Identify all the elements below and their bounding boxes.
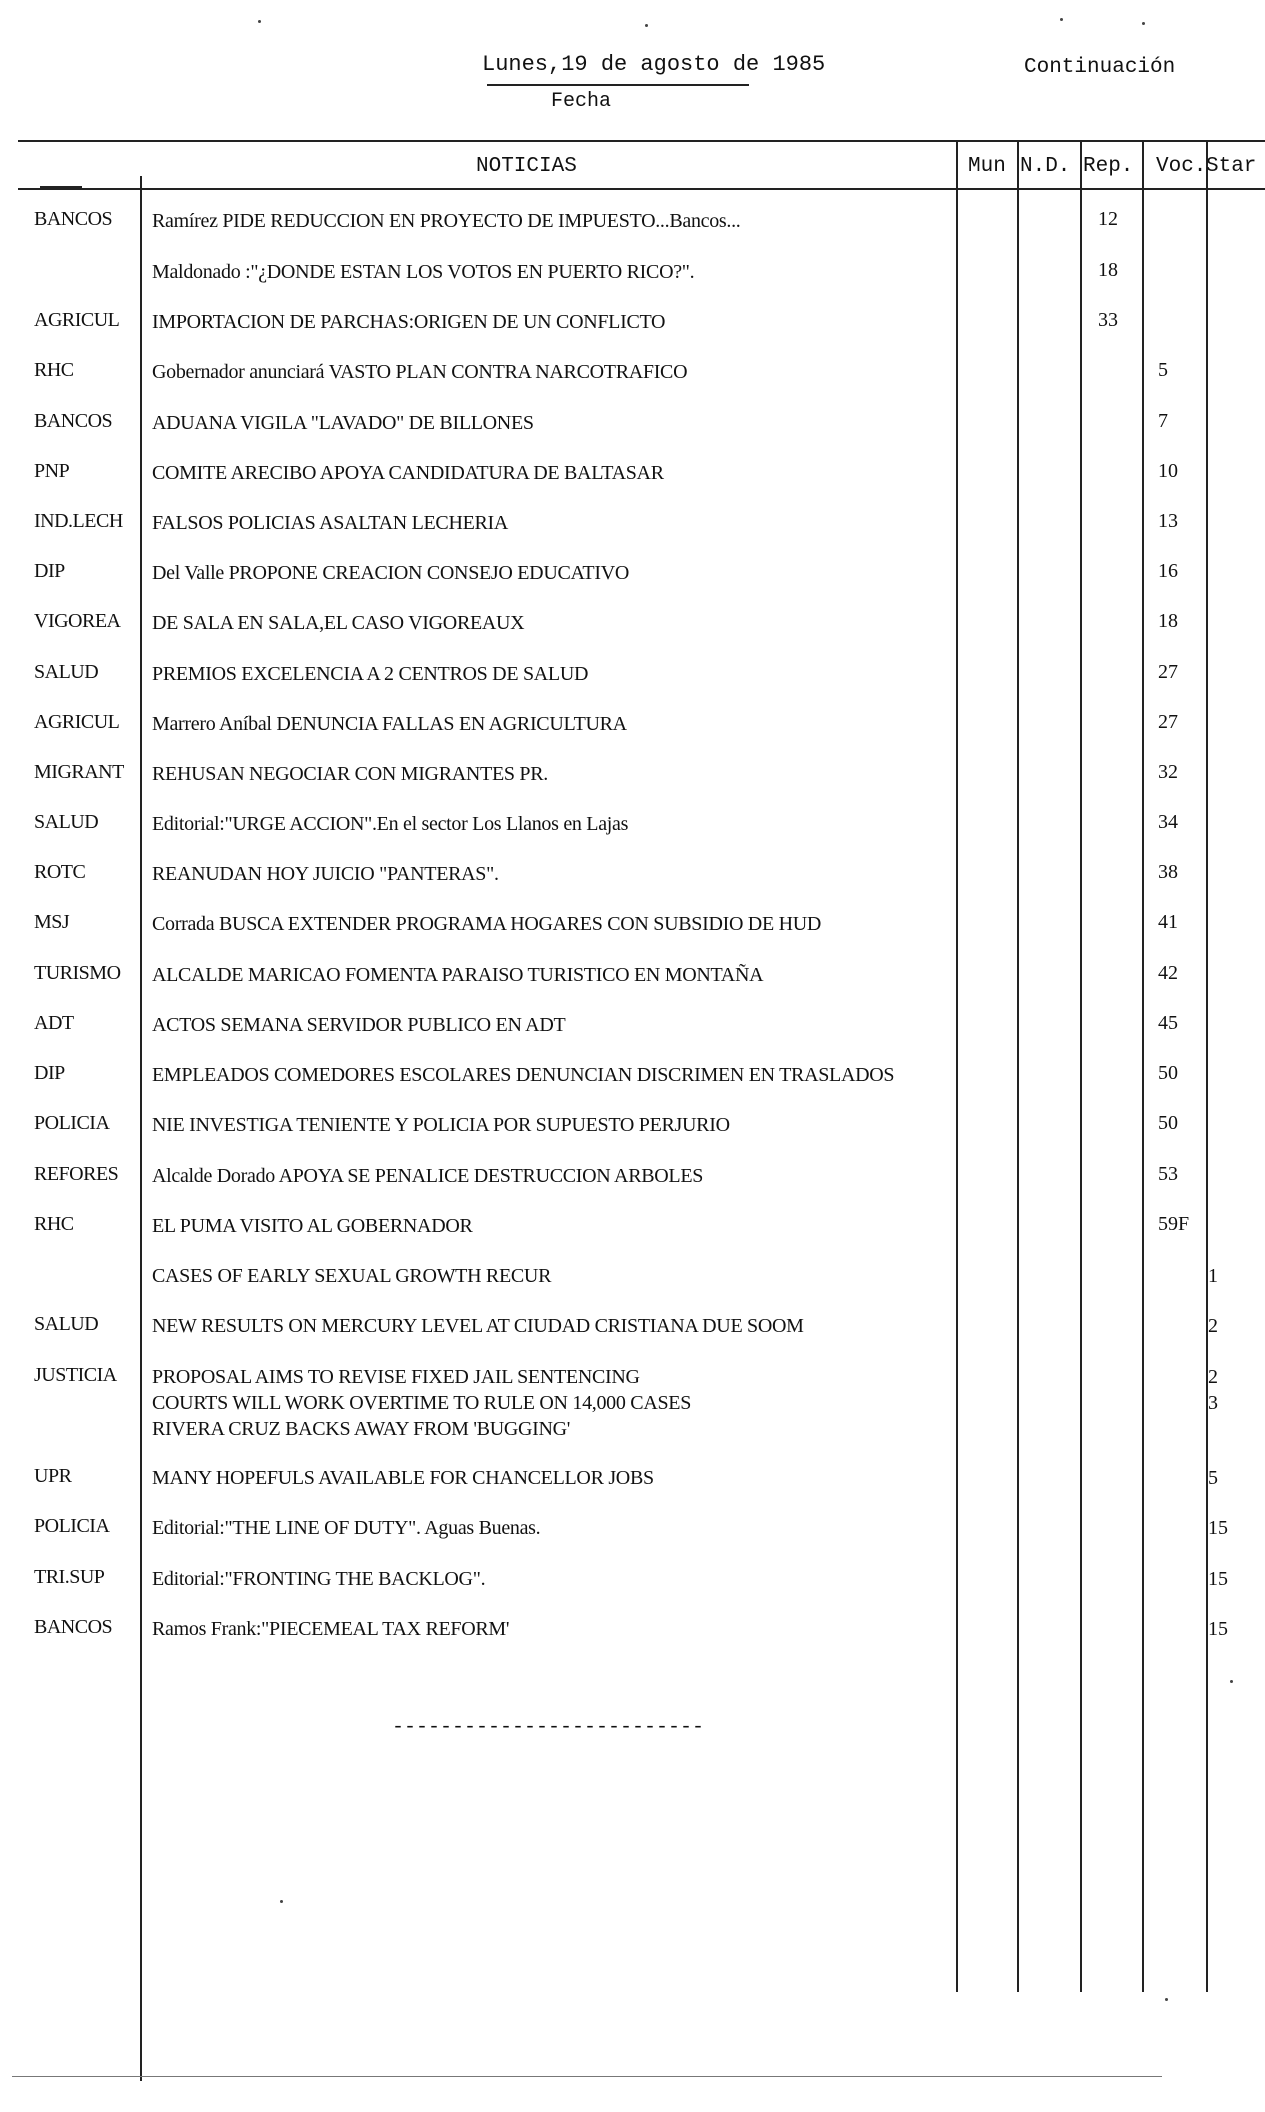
row-headline: [152, 1213, 473, 1239]
star-page-number: [1208, 1364, 1218, 1416]
voc-page-number: 53: [1158, 1163, 1178, 1185]
star-page-number: [1208, 1515, 1228, 1541]
table-row: [0, 208, 1265, 238]
voc-page-number: 38: [1158, 861, 1178, 883]
table-row: [0, 560, 1265, 590]
row-headline: [152, 661, 588, 687]
row-headline: [152, 510, 508, 536]
row-category: JUSTICIA: [34, 1364, 117, 1386]
table-row: [0, 1566, 1265, 1596]
table-row: [0, 1465, 1265, 1495]
table-row: [0, 1263, 1265, 1293]
row-headline: [152, 610, 524, 636]
table-row: [0, 761, 1265, 791]
headline-line: REHUSAN NEGOCIAR CON MIGRANTES PR.: [152, 763, 548, 785]
row-headline: [152, 1364, 691, 1442]
table-row: [0, 1313, 1265, 1343]
scan-speck: [280, 1900, 283, 1903]
table-row: [0, 811, 1265, 841]
row-headline: [152, 1112, 730, 1138]
voc-page-number: 50: [1158, 1062, 1178, 1084]
footer-dash-line: --------------------------: [392, 1716, 705, 1739]
voc-page-number: 50: [1158, 1112, 1178, 1134]
headline-line: COURTS WILL WORK OVERTIME TO RULE ON 14,000 CASES: [152, 1392, 692, 1414]
row-headline: [152, 1616, 509, 1642]
row-headline: [152, 460, 664, 486]
headline-line: IMPORTACION DE PARCHAS:ORIGEN DE UN CONFLICTO: [152, 311, 666, 333]
row-category: POLICIA: [34, 1112, 110, 1134]
table-header-rule-left-tick: [40, 186, 82, 188]
table-row: [0, 309, 1265, 339]
column-header-voc: Voc.: [1156, 155, 1207, 178]
row-category: MIGRANT: [34, 761, 124, 783]
table-row: [0, 1213, 1265, 1243]
voc-page-number: 18: [1158, 610, 1178, 632]
column-header-rep: Rep.: [1083, 155, 1134, 178]
column-header-noticias: NOTICIAS: [476, 155, 577, 178]
headline-line: FALSOS POLICIAS ASALTAN LECHERIA: [152, 512, 509, 534]
row-category: SALUD: [34, 811, 99, 833]
voc-page-number: 34: [1158, 811, 1178, 833]
row-category: PNP: [34, 460, 70, 482]
headline-line: EMPLEADOS COMEDORES ESCOLARES DENUNCIAN DISCRIMEN EN TRASLADOS: [152, 1064, 895, 1086]
headline-line: NEW RESULTS ON MERCURY LEVEL AT CIUDAD CRISTIANA DUE SOOM: [152, 1315, 804, 1337]
headline-line: DE SALA EN SALA,EL CASO VIGOREAUX: [152, 612, 525, 634]
table-row: [0, 962, 1265, 992]
voc-page-number: 41: [1158, 911, 1178, 933]
scan-speck: [1165, 1998, 1168, 2001]
star-page-number: [1208, 1465, 1218, 1491]
table-row: [0, 1112, 1265, 1142]
headline-line: Corrada BUSCA EXTENDER PROGRAMA HOGARES CON SUBSIDIO DE HUD: [152, 913, 821, 935]
row-headline: [152, 861, 499, 887]
voc-page-number: 27: [1158, 711, 1178, 733]
table-row: [0, 359, 1265, 389]
row-headline: [152, 962, 763, 988]
table-row: [0, 1515, 1265, 1545]
star-page-value: 5: [1208, 1467, 1218, 1489]
table-row: [0, 510, 1265, 540]
row-category: SALUD: [34, 661, 99, 683]
headline-line: EL PUMA VISITO AL GOBERNADOR: [152, 1215, 473, 1237]
row-category: BANCOS: [34, 1616, 113, 1638]
headline-line: Editorial:"URGE ACCION".En el sector Los Llanos en Lajas: [152, 813, 629, 835]
page-bottom-rule: [12, 2076, 1162, 2077]
headline-line: REANUDAN HOY JUICIO "PANTERAS".: [152, 863, 499, 885]
star-page-value: 2: [1208, 1366, 1218, 1388]
scan-speck: [645, 24, 648, 27]
star-page-value: 3: [1208, 1392, 1218, 1414]
row-category: DIP: [34, 1062, 65, 1084]
voc-page-number: 59F: [1158, 1213, 1190, 1235]
table-row: [0, 1364, 1265, 1440]
table-row: [0, 911, 1265, 941]
report-date: Lunes,19 de agosto de 1985: [482, 52, 826, 77]
rep-page-number: 18: [1098, 259, 1118, 281]
rep-page-number: 12: [1098, 208, 1118, 230]
star-page-value: 15: [1208, 1517, 1228, 1539]
table-row: [0, 410, 1265, 440]
row-headline: [152, 410, 534, 436]
headline-line: ACTOS SEMANA SERVIDOR PUBLICO EN ADT: [152, 1014, 566, 1036]
row-headline: [152, 259, 694, 285]
continuation-label: Continuación: [1024, 56, 1176, 79]
star-page-number: [1208, 1313, 1218, 1339]
headline-line: ADUANA VIGILA "LAVADO" DE BILLONES: [152, 412, 534, 434]
voc-page-number: 13: [1158, 510, 1178, 532]
headline-line: CASES OF EARLY SEXUAL GROWTH RECUR: [152, 1265, 552, 1287]
row-category: AGRICUL: [34, 309, 120, 331]
row-category: TURISMO: [34, 962, 121, 984]
row-headline: [152, 359, 687, 385]
headline-line: Editorial:"FRONTING THE BACKLOG".: [152, 1568, 486, 1590]
voc-page-number: 10: [1158, 460, 1178, 482]
row-category: SALUD: [34, 1313, 99, 1335]
voc-page-number: 42: [1158, 962, 1178, 984]
row-category: ROTC: [34, 861, 86, 883]
star-page-value: 2: [1208, 1315, 1218, 1337]
voc-page-number: 5: [1158, 359, 1168, 381]
headline-line: ALCALDE MARICAO FOMENTA PARAISO TURISTICO EN MONTAÑA: [152, 964, 764, 986]
row-category: REFORES: [34, 1163, 119, 1185]
row-headline: [152, 811, 628, 837]
voc-page-number: 45: [1158, 1012, 1178, 1034]
star-page-number: [1208, 1566, 1228, 1592]
column-header-mun: Mun: [968, 155, 1006, 178]
table-row: [0, 1163, 1265, 1193]
star-page-value: 15: [1208, 1568, 1228, 1590]
row-category: RHC: [34, 359, 74, 381]
row-category: AGRICUL: [34, 711, 120, 733]
headline-line: COMITE ARECIBO APOYA CANDIDATURA DE BALTASAR: [152, 462, 664, 484]
scan-speck: [258, 20, 261, 23]
headline-line: Ramírez PIDE REDUCCION EN PROYECTO DE IMPUESTO...Bancos...: [152, 210, 741, 232]
row-category: POLICIA: [34, 1515, 110, 1537]
voc-page-number: 27: [1158, 661, 1178, 683]
table-header-rule: [18, 188, 1265, 190]
row-category: MSJ: [34, 911, 70, 933]
voc-page-number: 7: [1158, 410, 1168, 432]
table-row: [0, 1062, 1265, 1092]
row-headline: [152, 1313, 804, 1339]
table-row: [0, 259, 1265, 289]
column-header-nd: N.D.: [1020, 155, 1071, 178]
headline-line: Marrero Aníbal DENUNCIA FALLAS EN AGRICULTURA: [152, 713, 627, 735]
headline-line: Del Valle PROPONE CREACION CONSEJO EDUCATIVO: [152, 562, 629, 584]
row-category: TRI.SUP: [34, 1566, 105, 1588]
column-header-star: Star: [1206, 155, 1257, 178]
row-headline: [152, 560, 629, 586]
row-headline: [152, 1012, 565, 1038]
row-category: ADT: [34, 1012, 74, 1034]
date-underline: [487, 84, 749, 86]
headline-line: Maldonado :"¿DONDE ESTAN LOS VOTOS EN PUERTO RICO?".: [152, 261, 695, 283]
headline-line: MANY HOPEFULS AVAILABLE FOR CHANCELLOR JOBS: [152, 1467, 654, 1489]
star-page-number: [1208, 1616, 1228, 1642]
row-category: VIGOREA: [34, 610, 121, 632]
headline-line: Alcalde Dorado APOYA SE PENALICE DESTRUCCION ARBOLES: [152, 1165, 704, 1187]
scan-speck: [1230, 1680, 1233, 1683]
rep-page-number: 33: [1098, 309, 1118, 331]
row-category: UPR: [34, 1465, 72, 1487]
row-category: BANCOS: [34, 410, 113, 432]
scan-speck: [1142, 22, 1145, 25]
table-row: [0, 661, 1265, 691]
star-page-value: 1: [1208, 1265, 1218, 1287]
date-label: Fecha: [551, 90, 612, 113]
table-row: [0, 861, 1265, 891]
row-category: RHC: [34, 1213, 74, 1235]
headline-line: NIE INVESTIGA TENIENTE Y POLICIA POR SUPUESTO PERJURIO: [152, 1114, 730, 1136]
row-headline: [152, 1465, 654, 1491]
scan-speck: [1060, 18, 1063, 21]
headline-line: Gobernador anunciará VASTO PLAN CONTRA NARCOTRAFICO: [152, 361, 688, 383]
table-top-rule: [18, 140, 1265, 142]
row-headline: [152, 1263, 551, 1289]
row-category: DIP: [34, 560, 65, 582]
row-headline: [152, 1163, 703, 1189]
row-category: IND.LECH: [34, 510, 123, 532]
row-headline: [152, 911, 821, 937]
row-headline: [152, 1566, 485, 1592]
table-row: [0, 711, 1265, 741]
row-headline: [152, 1515, 540, 1541]
row-headline: [152, 711, 627, 737]
headline-line: Editorial:"THE LINE OF DUTY". Aguas Buenas.: [152, 1517, 541, 1539]
row-category: BANCOS: [34, 208, 113, 230]
row-headline: [152, 761, 548, 787]
voc-page-number: 32: [1158, 761, 1178, 783]
voc-page-number: 16: [1158, 560, 1178, 582]
star-page-value: 15: [1208, 1618, 1228, 1640]
table-row: [0, 460, 1265, 490]
table-row: [0, 1616, 1265, 1646]
table-row: [0, 610, 1265, 640]
row-headline: [152, 208, 741, 234]
headline-line: Ramos Frank:"PIECEMEAL TAX REFORM': [152, 1618, 510, 1640]
row-headline: [152, 1062, 894, 1088]
row-headline: [152, 309, 665, 335]
headline-line: PROPOSAL AIMS TO REVISE FIXED JAIL SENTENCING: [152, 1366, 640, 1388]
star-page-number: [1208, 1263, 1218, 1289]
headline-line: PREMIOS EXCELENCIA A 2 CENTROS DE SALUD: [152, 663, 589, 685]
table-row: [0, 1012, 1265, 1042]
headline-line: RIVERA CRUZ BACKS AWAY FROM 'BUGGING': [152, 1418, 571, 1440]
